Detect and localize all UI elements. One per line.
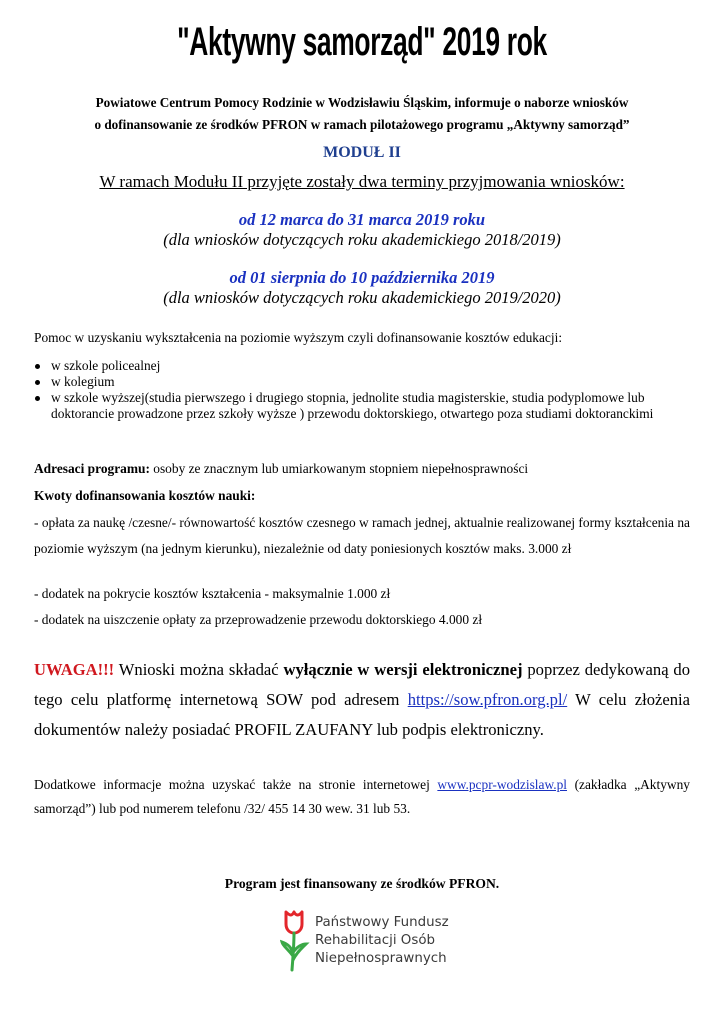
warning-paragraph (34, 655, 690, 745)
pcpr-website-link[interactable]: www.pcpr-wodzislaw.pl (437, 777, 568, 792)
warning-label: UWAGA!!! (34, 660, 115, 679)
amounts-heading: Kwoty dofinansowania kosztów nauki: (34, 488, 256, 503)
period-2-note: (dla wniosków dotyczących roku akademickiego 2019/2020) (163, 288, 561, 307)
amount-item: - dodatek na pokrycie kosztów kształcenia - maksymalnie 1.000 zł (34, 586, 391, 601)
intro-line-1: Powiatowe Centrum Pomocy Rodzinie w Wodzisławiu Śląskim, informuje o naborze wniosków (95, 95, 629, 110)
amount-item: - opłata za naukę /czesne/- równowartość kosztów czesnego w ramach jednej, aktualnie realizowanej formy kształcenia na poziomie wyższym (na jednym kierunku), niezależnie od daty poniesionych kosztów maks. 3.000 zł (34, 515, 690, 556)
logo-line-2: Rehabilitacji Osób (315, 933, 436, 948)
tulip-logo-icon (280, 908, 314, 972)
period-2 (0, 268, 724, 308)
warning-emphasis: wyłącznie w wersji elektronicznej (283, 660, 523, 679)
education-levels-list (34, 358, 684, 422)
funding-note: Program jest finansowany ze środków PFRON. (224, 876, 500, 891)
warning-text-1: Wnioski można składać (114, 660, 284, 679)
intro-paragraph (40, 92, 684, 136)
amount-item: - dodatek na uiszczenie opłaty za przeprowadzenie przewodu doktorskiego 4.000 zł (34, 612, 483, 627)
recipients-text: osoby ze znacznym lub umiarkowanym stopniem niepełnosprawności (149, 461, 529, 476)
period-2-dates: od 01 sierpnia do 10 października 2019 (229, 268, 495, 287)
module-heading: MODUŁ II (323, 144, 401, 161)
document-title: "Aktywny samorząd" 2019 rok (177, 20, 547, 64)
logo-line-3: Niepełnosprawnych (315, 951, 447, 966)
recipients-label: Adresaci programu: (34, 461, 150, 476)
intro-line-2: o dofinansowanie ze środków PFRON w ramach pilotażowego programu „Aktywny samorząd” (94, 117, 630, 132)
help-text: Pomoc w uzyskaniu wykształcenia na poziomie wyższym czyli dofinansowanie kosztów edukacji: (34, 330, 563, 345)
extra-text-1: Dodatkowe informacje można uzyskać także na stronie internetowej (34, 777, 438, 792)
list-item: w szkole wyższej(studia pierwszego i drugiego stopnia, jednolite studia magisterskie, studia podyplomowe lub doktorancie prowadzone przez szkoły wyższe ) przewodu doktorskiego, otwartego poza studiami doktoranckimi (34, 390, 684, 422)
period-1-note: (dla wniosków dotyczących roku akademickiego 2018/2019) (163, 230, 561, 249)
recipients-paragraph (34, 461, 690, 477)
logo-line-1: Państwowy Fundusz (315, 915, 449, 930)
sow-link[interactable]: https://sow.pfron.org.pl/ (407, 690, 568, 709)
period-1 (0, 210, 724, 250)
period-1-dates: od 12 marca do 31 marca 2019 roku (238, 210, 486, 229)
list-item: w kolegium (34, 374, 684, 390)
pfron-logo (280, 908, 480, 978)
terms-heading: W ramach Modułu II przyjęte zostały dwa terminy przyjmowania wniosków: (99, 172, 625, 191)
extra-text-2: (zakładka „Aktywny samorząd”) lub pod numerem telefonu /32/ 455 14 30 wew. 31 lub 53. (34, 777, 690, 816)
pfron-logo-text (315, 914, 449, 968)
warning-text-2: poprzez dedykowaną do tego celu platformę internetową SOW pod adresem (34, 660, 690, 709)
extra-info-paragraph (34, 773, 690, 821)
warning-text-3: W celu złożenia dokumentów należy posiadać PROFIL ZAUFANY lub podpis elektroniczny. (34, 690, 690, 739)
list-item: w szkole policealnej (34, 358, 684, 374)
